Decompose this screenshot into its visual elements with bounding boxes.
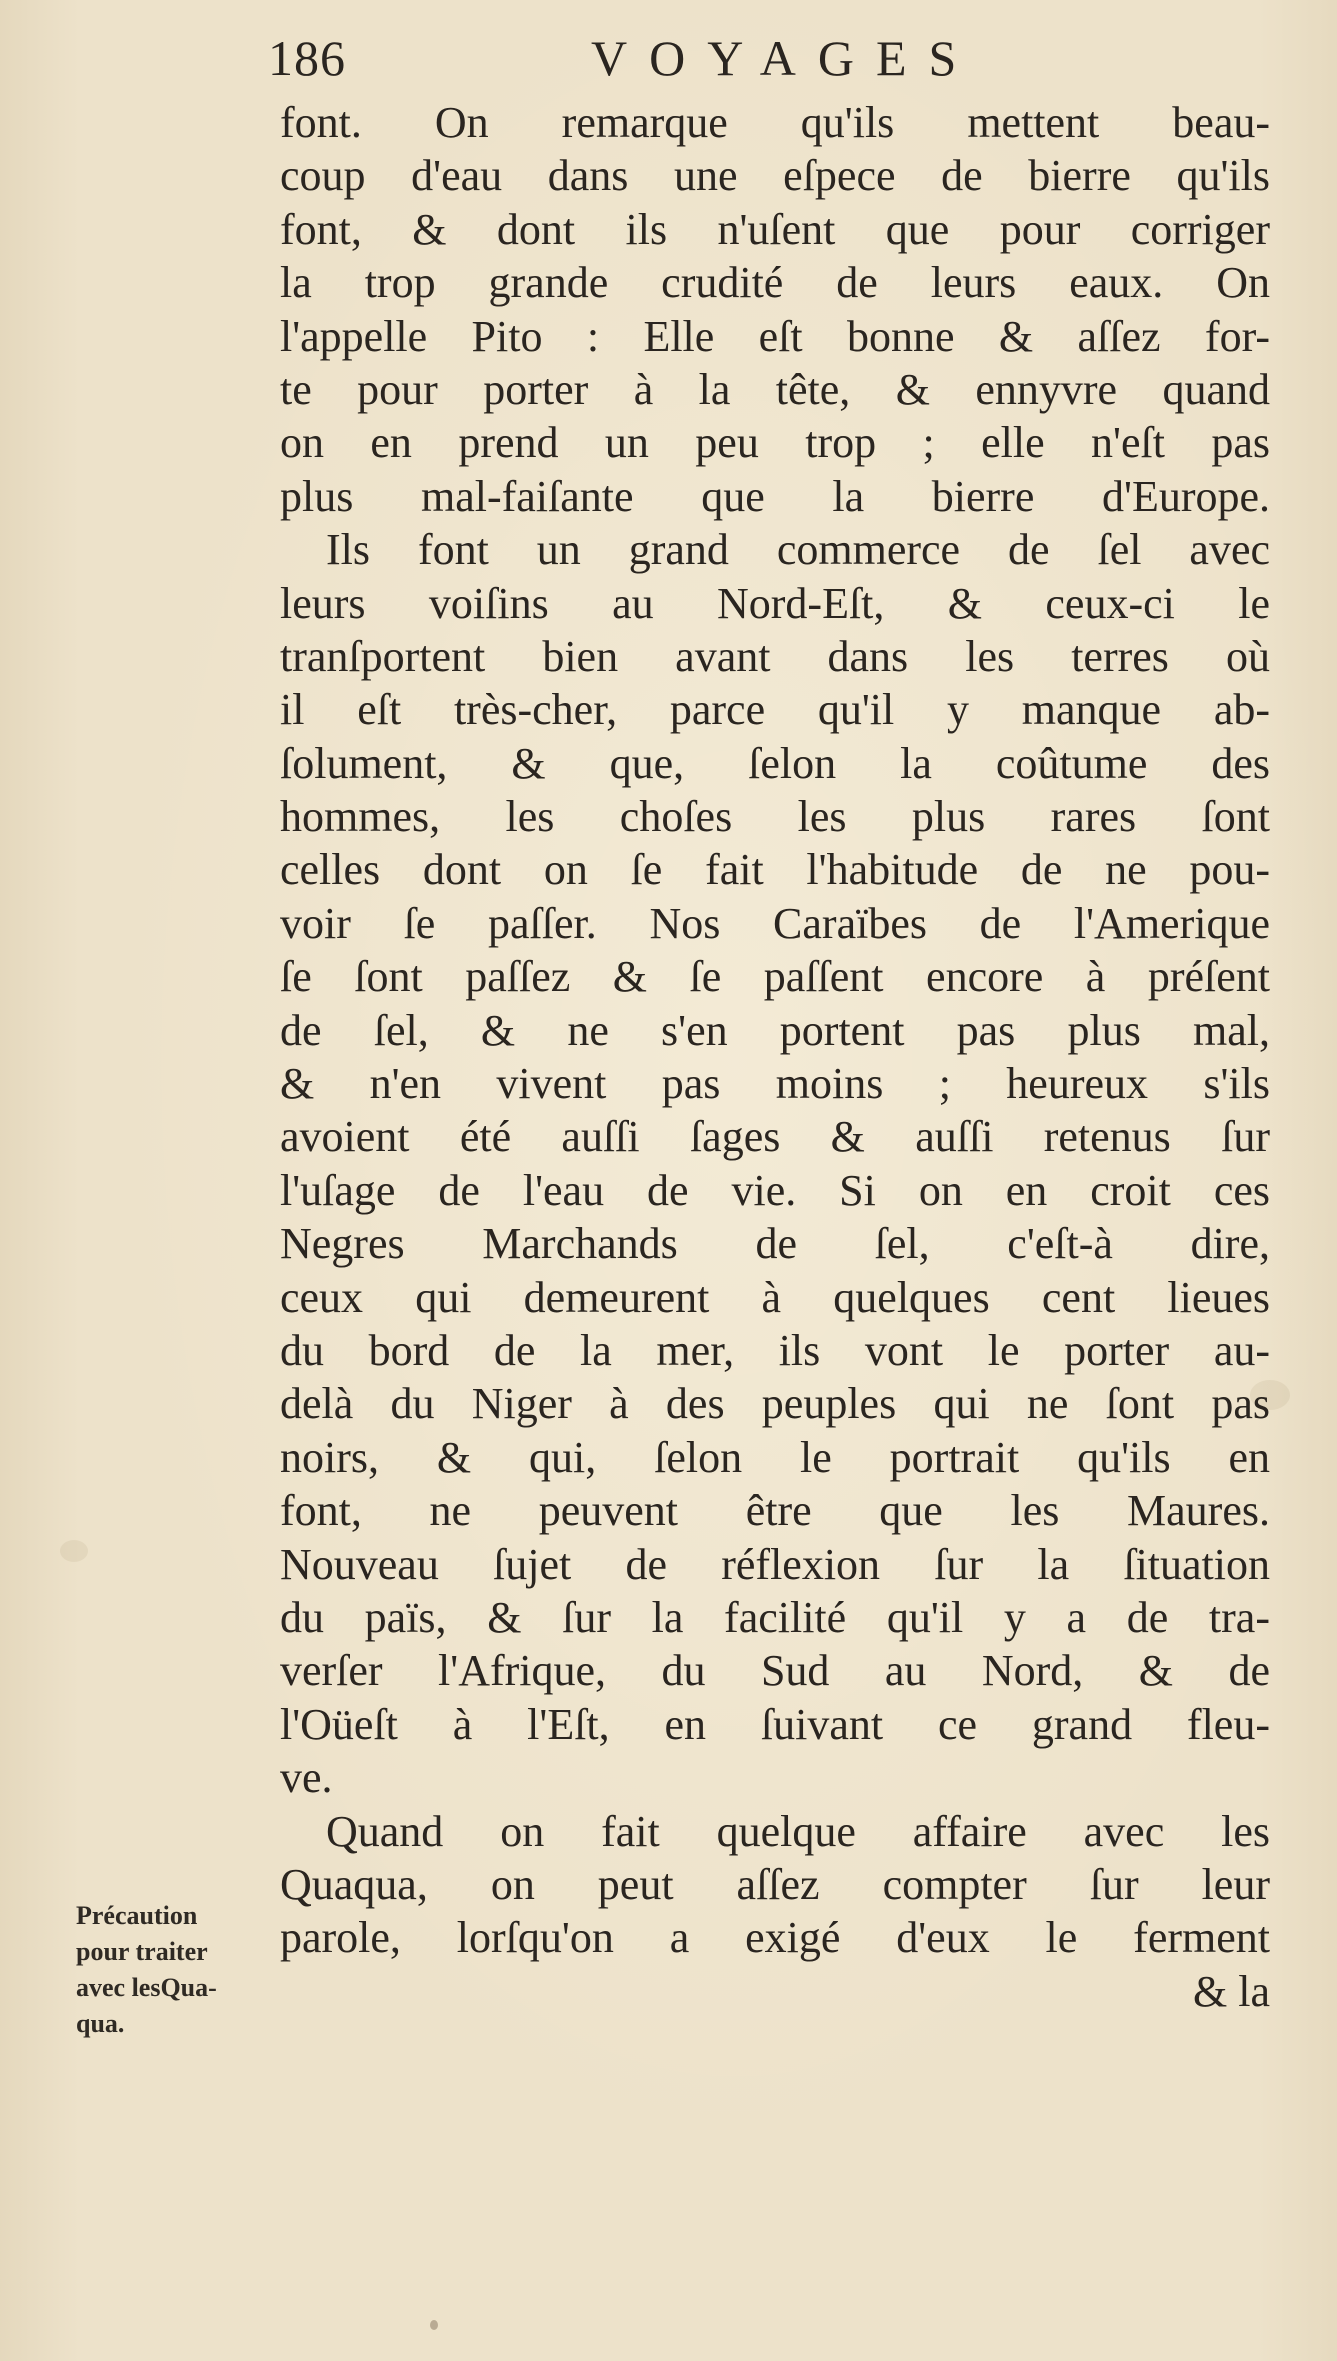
text-line: coup d'eau dans une eſpece de bierre qu'ils bbox=[280, 151, 1270, 201]
margin-note-line: pour traiter bbox=[76, 1937, 208, 1966]
text-line: du bord de la mer, ils vont le porter au- bbox=[280, 1325, 1270, 1375]
text-line: l'Oüeſt à l'Eſt, en ſuivant ce grand fleu- bbox=[280, 1699, 1270, 1749]
text-line: la trop grande crudité de leurs eaux. On bbox=[280, 258, 1270, 308]
text-line: de ſel, & ne s'en portent pas plus mal, bbox=[280, 1005, 1270, 1055]
page-number: 186 bbox=[268, 30, 346, 86]
paper-stain bbox=[430, 2320, 438, 2330]
text-line: font. On remarque qu'ils mettent beau- bbox=[280, 98, 1270, 147]
text-line: du païs, & ſur la facilité qu'il y a de tra- bbox=[280, 1592, 1270, 1642]
margin-note bbox=[76, 1898, 326, 2042]
text-line: ve. bbox=[280, 1753, 333, 1803]
text-line: delà du Niger à des peuples qui ne ſont pas bbox=[280, 1379, 1270, 1429]
text-line: hommes, les choſes les plus rares ſont bbox=[280, 792, 1270, 842]
text-line: Ils font un grand commerce de ſel avec bbox=[326, 525, 1270, 575]
running-header bbox=[268, 22, 1008, 94]
text-line: noirs, & qui, ſelon le portrait qu'ils en bbox=[280, 1432, 1270, 1482]
text-line: avoient été auſſi ſages & auſſi retenus ſur bbox=[280, 1112, 1270, 1162]
text-line: te pour porter à la tête, & ennyvre quand bbox=[280, 364, 1270, 414]
text-line: il eſt très-cher, parce qu'il y manque ab- bbox=[280, 685, 1270, 735]
catchword: & la bbox=[1193, 1966, 1270, 2016]
text-line: ceux qui demeurent à quelques cent lieues bbox=[280, 1272, 1270, 1322]
margin-note-line: qua. bbox=[76, 2009, 125, 2038]
text-line: Quaqua, on peut aſſez compter ſur leur bbox=[280, 1859, 1270, 1909]
text-line: l'uſage de l'eau de vie. Si on en croit ces bbox=[280, 1165, 1270, 1215]
text-line: Quand on fait quelque affaire avec les bbox=[326, 1806, 1270, 1856]
text-line: parole, lorſqu'on a exigé d'eux le ferment bbox=[280, 1913, 1270, 1963]
text-line: voir ſe paſſer. Nos Caraïbes de l'Amerique bbox=[280, 898, 1270, 948]
text-line: l'appelle Pito : Elle eſt bonne & aſſez for- bbox=[280, 311, 1270, 361]
margin-note-line: Précaution bbox=[76, 1901, 198, 1930]
text-line: font, ne peuvent être que les Maures. bbox=[280, 1486, 1270, 1536]
text-line: celles dont on ſe fait l'habitude de ne pou- bbox=[280, 845, 1270, 895]
text-line: tranſportent bien avant dans les terres où bbox=[280, 631, 1270, 681]
text-line: ſe ſont paſſez & ſe paſſent encore à préſent bbox=[280, 952, 1270, 1002]
body-text bbox=[280, 96, 1270, 2018]
text-line: leurs voiſins au Nord-Eſt, & ceux-ci le bbox=[280, 578, 1270, 628]
text-line: verſer l'Afrique, du Sud au Nord, & de bbox=[280, 1646, 1270, 1696]
text-line: ſolument, & que, ſelon la coûtume des bbox=[280, 738, 1270, 788]
margin-note-line: avec lesQua- bbox=[76, 1973, 217, 2002]
running-title: VOYAGES bbox=[591, 30, 979, 86]
text-line: Nouveau ſujet de réflexion ſur la ſituation bbox=[280, 1539, 1270, 1589]
text-line: Negres Marchands de ſel, c'eſt-à dire, bbox=[280, 1219, 1270, 1269]
text-line: & n'en vivent pas moins ; heureux s'ils bbox=[280, 1059, 1270, 1109]
text-line: on en prend un peu trop ; elle n'eſt pas bbox=[280, 418, 1270, 468]
text-line: plus mal-faiſante que la bierre d'Europe. bbox=[280, 471, 1270, 521]
paper-stain bbox=[60, 1540, 88, 1562]
text-line: font, & dont ils n'uſent que pour corriger bbox=[280, 204, 1270, 254]
